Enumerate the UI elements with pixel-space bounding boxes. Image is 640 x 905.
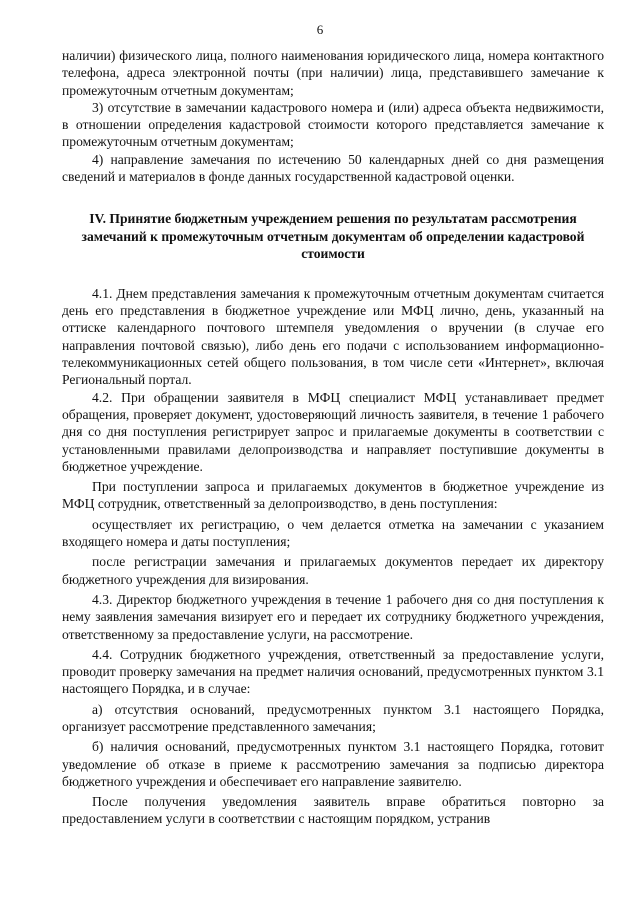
paragraph-transfer-to-director: после регистрации замечания и прилагаемых документов передает их директору бюджетного учреждения для визирования. [62, 554, 604, 587]
document-body [62, 47, 604, 828]
paragraph-4-1: 4.1. Днем представления замечания к промежуточным отчетным документам считается день его представления в бюджетное учреждение или МФЦ лично, день, указанный на оттиске календарного почтового штемпеля уведомления о вручении (в случае его направления почтовой связью), либо день его подачи с использованием информационно-телекоммуникационных сетей общего пользования, в том числе сети «Интернет», включая Региональный портал. [62, 285, 604, 388]
paragraph-4-4-a: а) отсутствия оснований, предусмотренных пунктом 3.1 настоящего Порядка, организует рассмотрение представленного замечания; [62, 701, 604, 734]
paragraph-4-3: 4.3. Директор бюджетного учреждения в течение 1 рабочего дня со дня поступления к нему заявления замечания визирует его и передает их сотруднику бюджетного учреждения, ответственному за предоставление услуги, на рассмотрение. [62, 591, 604, 642]
paragraph-4-2: 4.2. При обращении заявителя в МФЦ специалист МФЦ устанавливает предмет обращения, проверяет документ, удостоверяющий личность заявителя, в течение 1 рабочего дня со дня поступления регистрирует запрос и прилагаемые документы в соответствии с установленными правилами делопроизводства и направляет поступившие документы в бюджетное учреждение. [62, 389, 604, 474]
section-heading: IV. Принятие бюджетным учреждением решения по результатам рассмотрения замечаний к промежуточным отчетным документам об определении кадастровой стоимости [81, 211, 585, 262]
page-number: 6 [316, 22, 324, 37]
paragraph-4-4-b: б) наличия оснований, предусмотренных пунктом 3.1 настоящего Порядка, готовит уведомление об отказе в приеме к рассмотрению замечания за подписью директора бюджетного учреждения и обеспечивает его направление заявителю. [62, 739, 604, 789]
paragraph-repeat-request: После получения уведомления заявитель вправе обратиться повторно за предоставлением услуги в соответствии с настоящим порядком, устранив [62, 794, 604, 827]
paragraph-applicant-info: наличии) физического лица, полного наименования юридического лица, номера контактного телефона, адреса электронной почты (при наличии) лица, представившего замечание к промежуточным отчетным документам; [62, 48, 604, 98]
paragraph-item-3: 3) отсутствие в замечании кадастрового номера и (или) адреса объекта недвижимости, в отношении определения кадастровой стоимости которого представляется замечание к промежуточным отчетным документам; [62, 99, 604, 150]
paragraph-4-4: 4.4. Сотрудник бюджетного учреждения, ответственный за предоставление услуги, проводит проверку замечания на предмет наличия оснований, предусмотренных пунктом 3.1 настоящего Порядка, и в случае: [62, 646, 604, 697]
paragraph-item-4: 4) направление замечания по истечению 50 календарных дней со дня размещения сведений и материалов в фонде данных государственной кадастровой оценки. [62, 151, 604, 185]
paragraph-mfc-intake: При поступлении запроса и прилагаемых документов в бюджетное учреждение из МФЦ сотрудник, ответственный за делопроизводство, в день поступления: [62, 479, 604, 512]
paragraph-registration: осуществляет их регистрацию, о чем делается отметка на замечании с указанием входящего номера и даты поступления; [62, 516, 604, 550]
